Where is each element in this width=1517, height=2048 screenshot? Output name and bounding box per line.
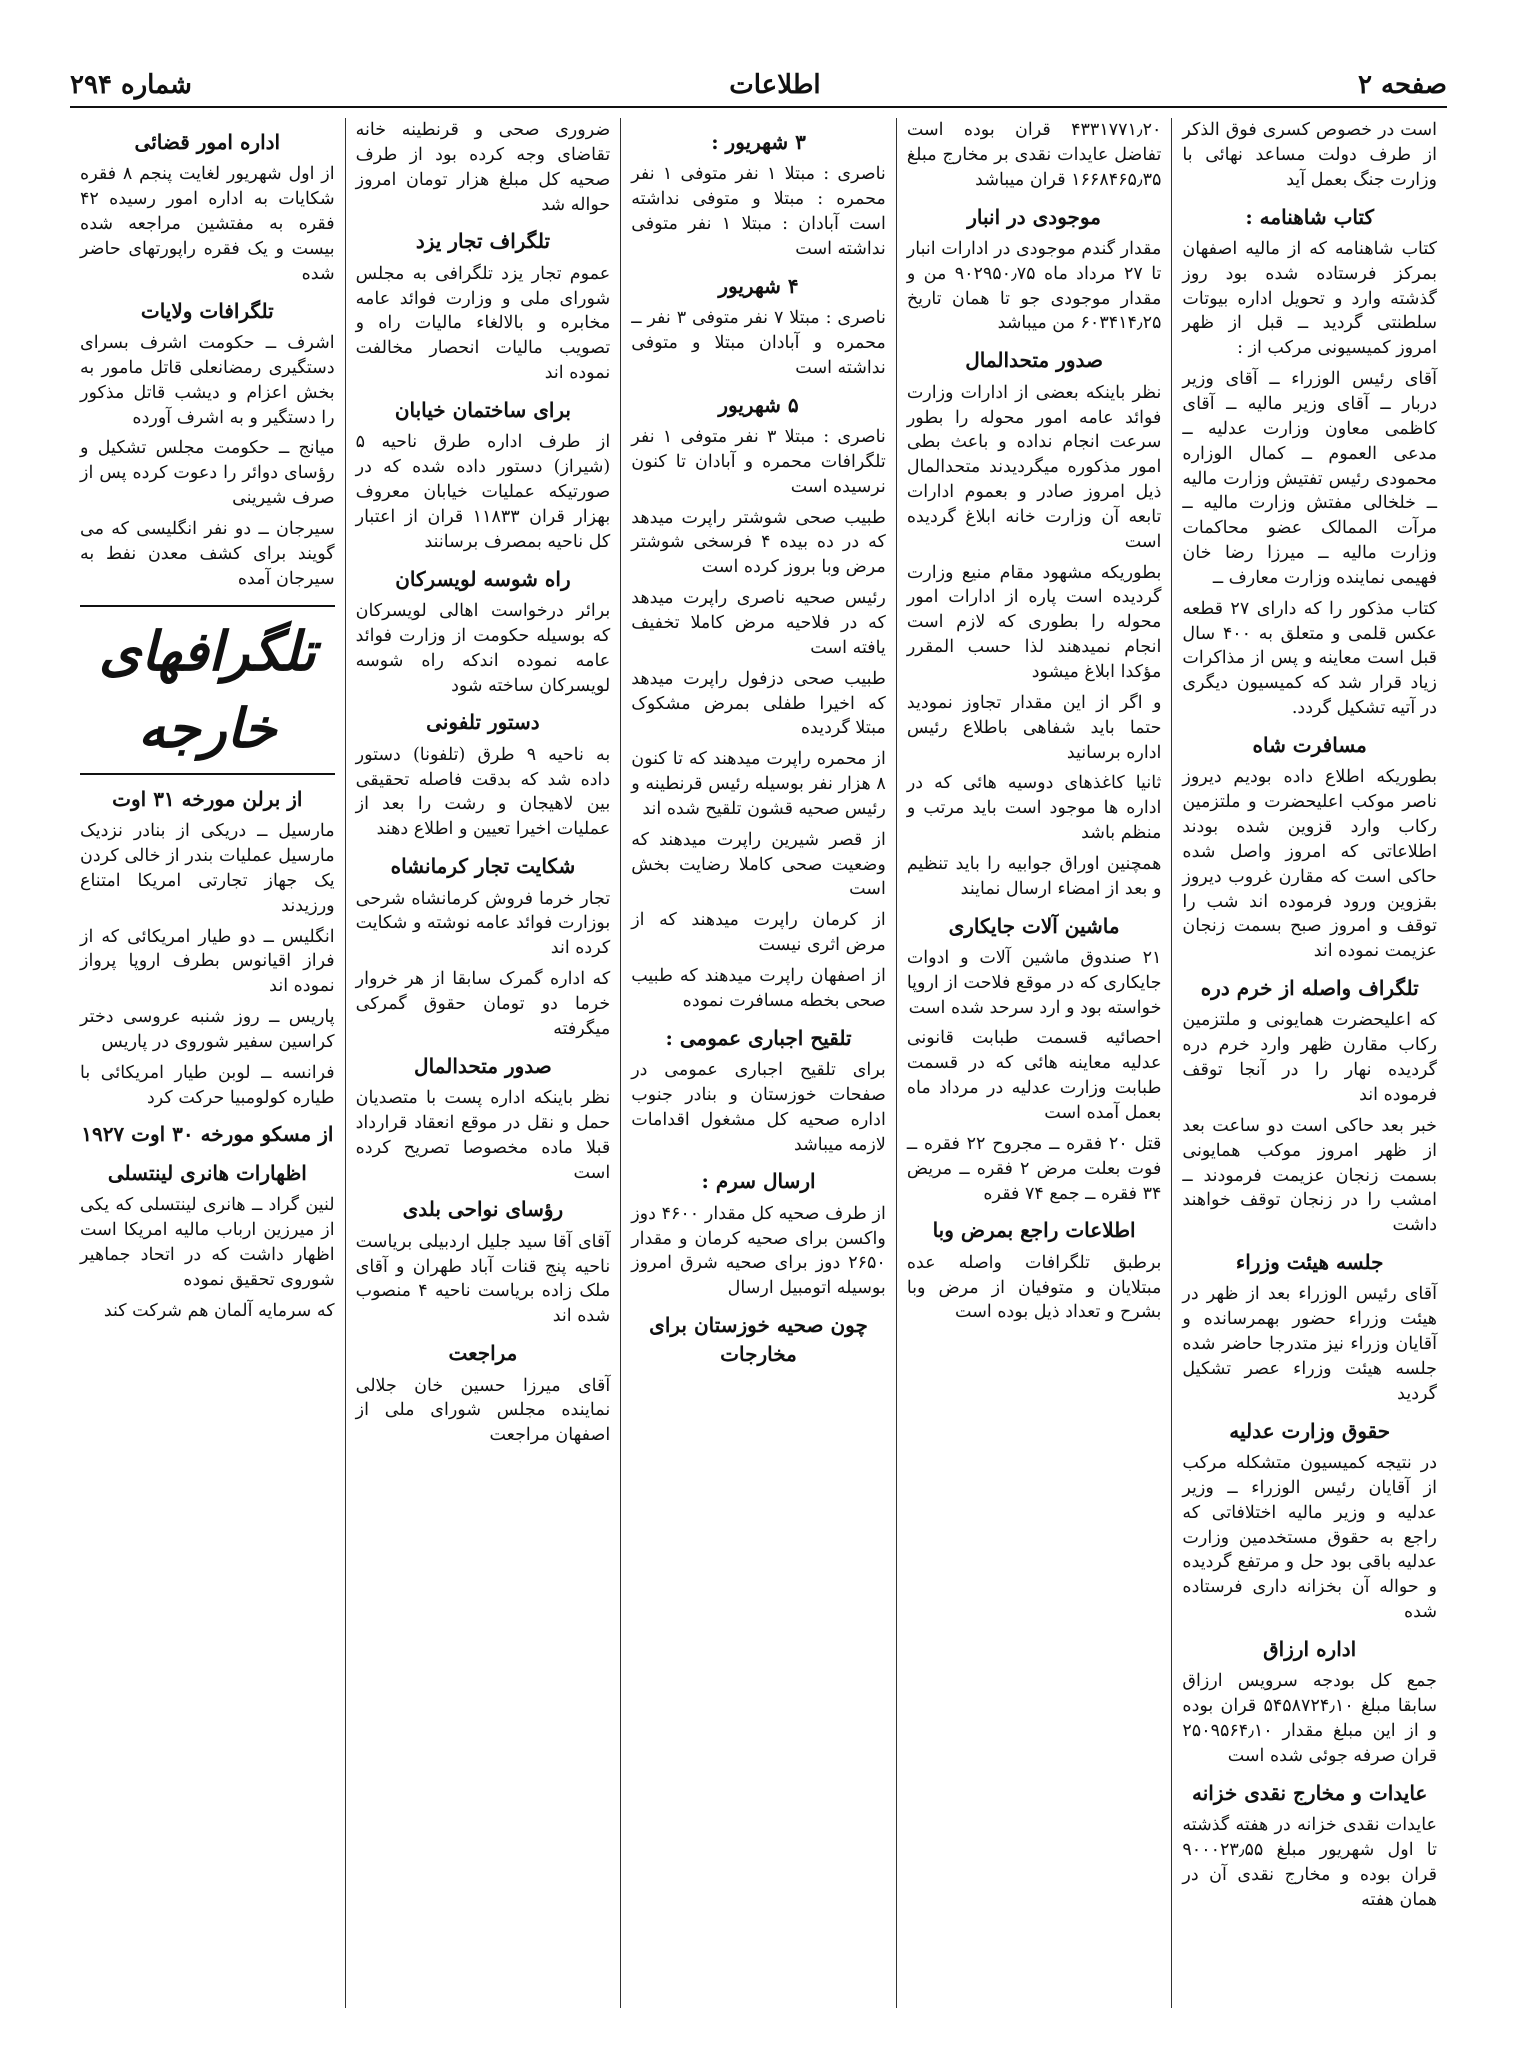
col2-p8: ۲۱ صندوق ماشین آلات و ادوات جایکاری که در موقع فلاحت از اروپا خواسته بود و ارد سرحد شده است — [906, 947, 1162, 1018]
paper-name: اطلاعات — [729, 70, 821, 100]
col1-p3: کتاب مذکور را که دارای ۲۷ قطعه عکس قلمی و متعلق به ۴۰۰ سال قبل است معاینه و پس از مذاکرات زیاد قرار شد که کمیسیون دیگری در آتیه تشکیل گردد. — [1182, 598, 1438, 719]
col5-p9: لنین گراد ــ هانری لینتسلی که یکی از میرزین ارباب مالیه امریکا است اظهار داشت که در اتحاد جماهیر شوروی تحقیق نموده — [80, 1195, 335, 1290]
col5-p3: میانج ــ حکومت مجلس تشکیل و رؤسای دوائر را دعوت کرده پس از صرف شیرینی — [80, 438, 335, 509]
col3-h5: ارسال سرم : — [701, 1169, 816, 1194]
col3-p4: طبیب صحی شوشتر راپرت میدهد که در ده بیده ۴ فرسخی شوشتر مرض وبا بروز کرده است — [631, 507, 886, 578]
col4-h2: برای ساختمان خیابان — [394, 397, 571, 422]
col1-p2: آقای رئیس الوزراء ــ آقای وزیر دربار ــ آقای وزیر مالیه ــ آقای کاظمی معاون وزارت عدلیه ــ مدعی العموم ــ کمال الوزاره محمودی رئیس تفتیش وزارت مالیه ــ خلخالی مفتش وزارت مالیه ــ مرآت الممالک عضو محاکمات وزارت مالیه ــ میرزا رضا خان فهیمی نماینده وزارت معارف ــ — [1182, 369, 1437, 588]
masthead — [70, 70, 1447, 108]
col1-p1: کتاب شاهنامه که از مالیه اصفهان بمرکز فرستاده شده بود روز گذشته وارد و تحویل اداره بیوتات سلطنتی گردید ــ قبل از ظهر امروز کمیسیونی مرکب از : — [1182, 238, 1437, 359]
col5-p7: پاریس ــ روز شنبه عروسی دختر کراسین سفیر شوروی در پاریس — [80, 1007, 335, 1052]
col2-p9: احصائیه قسمت طبابت قانونی عدلیه معاینه هائی که در قسمت طبابت وزارت عدلیه در مرداد ماه بعمل آمده است — [906, 1028, 1162, 1124]
col1-p4: بطوریکه اطلاع داده بودیم دیروز ناصر موکب اعلیحضرت و ملتزمین رکاب وارد قزوین شده بودند اطلاعاتی که امروز واصل شده حاکی است که مقارن غروب دیروز بقزوین ورود فرموده اند شب را توقف و امروز صبح بسمت زنجان عزیمت نموده اند — [1182, 767, 1437, 962]
col1-p8: در نتیجه کمیسیون متشکله مرکب از آقایان رئیس الوزراء ــ وزیر عدلیه و وزیر مالیه اختلافاتی که راجع به حقوق مستخدمین وزارت عدلیه باقی بود حل و مرتفع گردیده و حواله آن بخزانه داری فرستاده شده — [1182, 1453, 1437, 1623]
col1-h2: مسافرت شاه — [1252, 732, 1367, 757]
col2-p11: برطبق تلگرافات واصله عده مبتلایان و متوفیان از مرض وبا بشرح و تعداد ذیل بوده است — [906, 1252, 1162, 1323]
col5-p6: انگلیس ــ دو طیار امریکائی که از فراز اقیانوس بطرف اروپا پرواز نموده اند — [80, 926, 335, 997]
col3-p7: از محمره راپرت میدهند که تا کنون ۸ هزار نفر بوسیله رئیس قرنطینه و رئیس صحیه قشون تلقیح شده اند — [631, 749, 886, 819]
col3-h4: تلقیح اجباری عمومی : — [665, 1025, 852, 1050]
col3-p2: ناصری : مبتلا ۷ نفر متوفی ۳ نفر ــ محمره و آبادان مبتلا و متوفی نداشته است — [631, 308, 886, 378]
col4-h6: صدور متحدالمال — [414, 1053, 552, 1078]
col2-p1: ۴۳۳۱۷۷۱٫۲۰ قران بوده است تفاضل عایدات نقدی بر مخارج مبلغ ۱۶۶۸۴۶۵٫۳۵ قران میباشد — [906, 120, 1162, 190]
col1-h6: اداره ارزاق — [1263, 1636, 1357, 1661]
column-4 — [345, 118, 621, 2008]
foreign-telegrams-heading: تلگرافهای خارجه — [80, 605, 335, 774]
col4-p3: از طرف اداره طرق ناحیه ۵ (شیراز) دستور داده شده که در صورتیکه عملیات خیابان معروف بهزار قران ۱۱۸۳۳ قران از اعتبار کل ناحیه بمصرف برسانند — [355, 432, 611, 552]
col4-h5: شکایت تجار کرمانشاه — [390, 854, 576, 879]
col2-h4: اطلاعات راجع بمرض وبا — [932, 1218, 1136, 1243]
col3-p8: از قصر شیرین راپرت میدهند که وضعیت صحی کاملا رضایت بخش است — [631, 829, 886, 900]
col2-p5: و اگر از این مقدار تجاوز نمودید حتما باید شفاهی باطلاع رئیس اداره برسانید — [906, 692, 1162, 763]
col3-p12: از طرف صحیه کل مقدار ۴۶۰۰ دوز واکسن برای صحیه کرمان و مقدار ۲۶۵۰ دوز برای صحیه شرق امروز بوسیله اتومبیل ارسال — [631, 1203, 886, 1299]
column-2 — [896, 118, 1172, 2008]
col4-p9: آقای آقا سید جلیل اردبیلی بریاست ناحیه پنج قنات آباد طهران و آقای ملک زاده بریاست ناحیه ۴ منصوب شده اند — [355, 1231, 611, 1327]
col4-h1: تلگراف تجار یزد — [415, 229, 551, 254]
col4-h3: راه شوسه لویسرکان — [395, 566, 571, 591]
col5-p1: از اول شهریور لغایت پنجم ۸ فقره شکایات به اداره امور رسیده ۴۲ فقره به مفتشین مراجعه شده بیست و یک فقره راپورتهای حاضر شده — [80, 164, 335, 284]
column-1 — [1171, 118, 1447, 2008]
col2-h2: صدور متحدالمال — [965, 348, 1103, 373]
col4-h8: مراجعت — [448, 1341, 518, 1366]
col4-p2: عموم تجار یزد تلگرافی به مجلس شورای ملی و وزارت فوائد عامه مخابره و بالالغاء مالیات راه و تصویب مالیات انحصار مخالفت نموده اند — [355, 263, 611, 384]
col2-p6: ثانیا کاغذهای دوسیه هائی که در اداره ها موجود است باید مرتب و منظم باشد — [906, 773, 1162, 844]
col3-p3: ناصری : مبتلا ۳ نفر متوفی ۱ نفر تلگرافات محمره و آبادان تا کنون نرسیده است — [631, 427, 886, 497]
col3-p6: طبیب صحی دزفول راپرت میدهد که اخیرا طفلی بمرض مشکوک مبتلا گردیده — [631, 668, 886, 739]
col4-h4: دستور تلفونی — [426, 710, 540, 735]
page-label: صفحه ۲ — [1358, 70, 1447, 100]
col3-p1: ناصری : مبتلا ۱ نفر متوفی ۱ نفر محمره : مبتلا و متوفی نداشته است آبادان : مبتلا ۱ نفر متوفی نداشته است — [631, 164, 886, 259]
col1-h7: عایدات و مخارج نقدی خزانه — [1192, 1780, 1428, 1805]
col3-p5: رئیس صحیه ناصری راپرت میدهد که در فلاحیه مرض کاملا تخفیف یافته است — [631, 588, 886, 658]
col4-p4: برائر درخواست اهالی لویسرکان که بوسیله حکومت از وزارت فوائد عامه نموده اندکه راه شوسه لویسرکان ساخته شود — [355, 600, 611, 696]
col1-h1: کتاب شاهنامه : — [1245, 204, 1375, 229]
col3-h2: ۴ شهریور — [718, 273, 799, 298]
column-3 — [620, 118, 896, 2008]
col5-h3: از برلن مورخه ۳۱ اوت — [112, 786, 303, 811]
col5-h4: از مسکو مورخه ۳۰ اوت ۱۹۲۷ — [81, 1122, 334, 1147]
col5-p8: فرانسه ــ لوبن طیار امریکائی با طیاره کولومبیا حرکت کرد — [80, 1062, 335, 1108]
col2-p3: نظر باینکه بعضی از ادارات وزارت فوائد عامه امور محوله را بطور سرعت انجام نداده و باعث بطی امور مذکوره میگردیدند متحدالمال ذیل امروز صادر و بعموم ادارات تابعه آن وزارت خانه ابلاغ گردیده است — [906, 382, 1162, 552]
col1-p5: که اعلیحضرت همایونی و ملتزمین رکاب مقارن ظهر وارد خرم دره گردیده نهار را در آنجا توقف فرموده اند — [1182, 1010, 1437, 1106]
col5-h1: اداره امور قضائی — [134, 130, 281, 154]
col5-h2: تلگرافات ولایات — [140, 298, 274, 323]
col5-p10: که سرمایه آلمان هم شرکت کند — [103, 1300, 335, 1321]
col1-h4: جلسه هیئت وزراء — [1235, 1250, 1384, 1275]
col4-p1: ضروری صحی و قرنطینه خانه تقاضای وجه کرده بود از طرف صحیه کل مبلغ هزار تومان امروز حواله شد — [355, 120, 611, 215]
col4-p10: آقای میرزا حسین خان جلالی نماینده مجلس شورای ملی از اصفهان مراجعت — [355, 1375, 611, 1446]
col2-p2: مقدار گندم موجودی در ادارات انبار تا ۲۷ مرداد ماه ۹۰۲۹۵۰٫۷۵ من و مقدار موجودی جو تا همان تاریخ ۶۰۳۴۱۴٫۲۵ من میباشد — [906, 238, 1162, 334]
column-5 — [70, 118, 345, 2008]
col3-p10: از اصفهان راپرت میدهند که طبیب صحی بخطه مسافرت نموده — [631, 965, 886, 1011]
col5-p4: سیرجان ــ دو نفر انگلیسی که می گویند برای کشف معدن نفط به سیرجان آمده — [80, 518, 335, 589]
col2-p10: قتل ۲۰ فقره ــ مجروح ۲۲ فقره ــ فوت بعلت مرض ۲ فقره ــ مریض ۳۴ فقره ــ جمع ۷۴ فقره — [906, 1133, 1162, 1204]
col3-h1: ۳ شهریور : — [711, 130, 806, 154]
col5-h5: اظهارات هانری لینتسلی — [107, 1160, 307, 1185]
col1-p7: آقای رئیس الوزراء بعد از ظهر در هیئت وزراء حضور بهمرسانده و آقایان وزراء نیز متدرجا حاضر شده جلسه هیئت وزراء عصر تشکیل گردید — [1182, 1284, 1437, 1404]
col4-p8: نظر باینکه اداره پست با متصدیان حمل و نقل در موقع انعقاد قرارداد قبلا ماده مخصوصا تصریح کرده است — [355, 1087, 611, 1183]
col1-p6: خبر بعد حاکی است دو ساعت بعد از ظهر امروز موکب همایونی بسمت زنجان عزیمت فرمودند ــ امشب را در زنجان توقف خواهند داشت — [1182, 1115, 1437, 1236]
col1-h5: حقوق وزارت عدلیه — [1229, 1418, 1391, 1443]
col3-h3: ۵ شهریور — [718, 392, 799, 417]
issue-label: شماره ۲۹۴ — [70, 70, 192, 100]
col4-p7: که اداره گمرک سابقا از هر خروار خرما دو تومان حقوق گمرکی میگرفته — [355, 969, 611, 1039]
col2-h1: موجودی در انبار — [967, 204, 1101, 229]
col5-p2: اشرف ــ حکومت اشرف بسرای دستگیری رمضانعلی قاتل مامور به بخش اعزام و دیشب قاتل مذکور را دستگیر و به اشرف آورده — [80, 333, 335, 428]
col5-p5: مارسیل ــ دریکی از بنادر نزدیک مارسیل عملیات بندر از خالی کردن یک جهاز تجارتی امریکا امتناع ورزیدند — [80, 821, 335, 916]
col2-p7: همچنین اوراق جوابیه را باید تنظیم و بعد از امضاء ارسال نمایند — [906, 853, 1162, 899]
col4-p5: به ناحیه ۹ طرق (تلفونا) دستور داده شد که بدقت فاصله تحقیقی بین لاهیجان و رشت را بعد از عملیات اخیرا تعیین و اطلاع دهند — [355, 744, 611, 840]
col2-h3: ماشین آلات جایکاری — [948, 913, 1120, 938]
columns — [70, 118, 1447, 2008]
col1-p10: عایدات نقدی خزانه در هفته گذشته تا اول شهریور مبلغ ۹۰۰۰۲۳٫۵۵ قران بوده و مخارج نقدی آن در همان هفته — [1182, 1815, 1437, 1910]
col3-p9: از کرمان راپرت میدهند که از مرض اثری نیست — [631, 910, 886, 956]
col4-p6: تجار خرما فروش کرمانشاه شرحی بوزارت فوائد عامه نوشته و شکایت کرده اند — [355, 888, 611, 959]
col2-p4: بطوریکه مشهود مقام منیع وزارت گردیده است پاره از ادارات امور محوله را بطوری که لازم است انجام نمیدهند لذا حسب المقرر مؤکدا ابلاغ میشود — [906, 562, 1162, 682]
col4-h7: رؤسای نواحی بلدی — [402, 1197, 564, 1222]
col3-h6: چون صحیه خوزستان برای مخارجات — [649, 1313, 868, 1366]
col1-p9: جمع کل بودجه سرویس ارزاق سابقا مبلغ ۵۴۵۸۷۲۴٫۱۰ قران بوده و از این مبلغ مقدار ۲۵۰۹۵۶۴٫۱۰ قران صرفه جوئی شده است — [1182, 1671, 1437, 1766]
col1-intro: است در خصوص کسری فوق الذکر از طرف دولت مساعد نهائی با وزارت جنگ بعمل آید — [1182, 120, 1437, 190]
col3-p11: برای تلقیح اجباری عمومی در صفحات خوزستان و بنادر جنوب اداره صحیه کل مشغول اقدامات لازمه میباشد — [631, 1060, 886, 1155]
col1-h3: تلگراف واصله از خرم دره — [1200, 976, 1419, 1001]
